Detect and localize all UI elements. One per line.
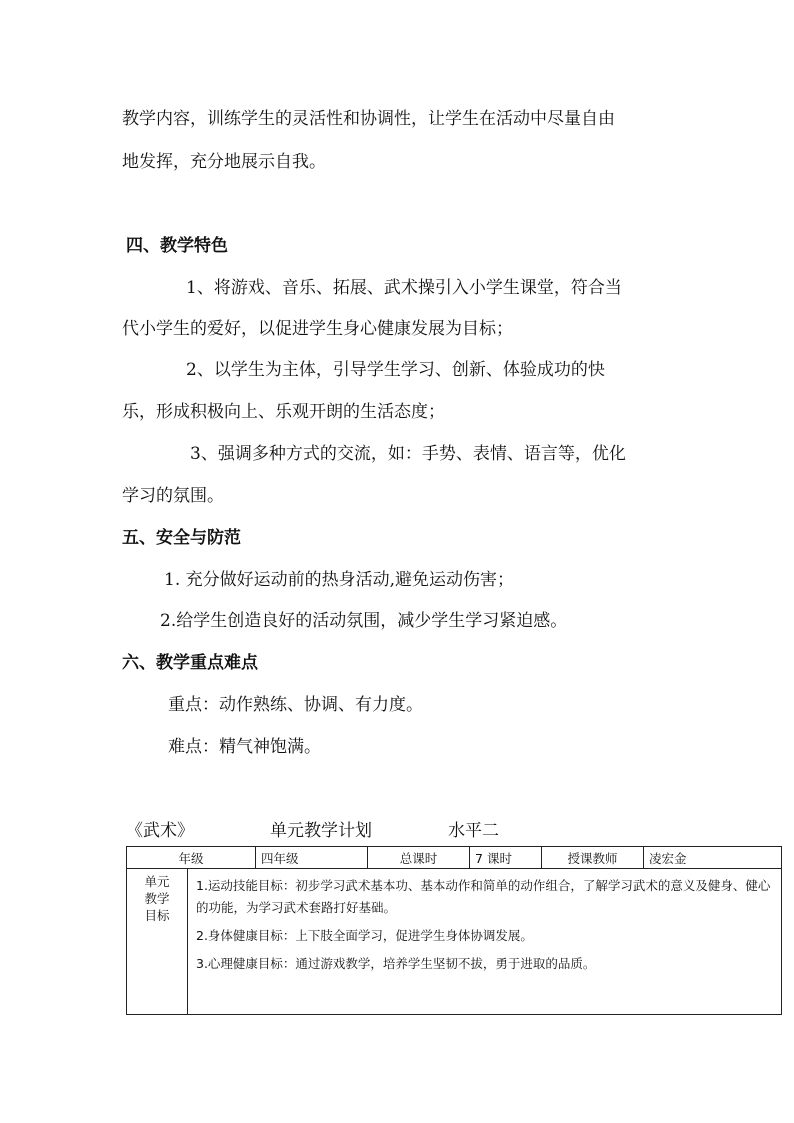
- section4-item1-line1: 1、将游戏、音乐、拓展、武术操引入小学生课堂，符合当: [186, 278, 622, 298]
- grade-value: 四年级: [256, 847, 368, 869]
- table-goals-row: [127, 869, 782, 1015]
- section4-heading: 四、教学特色: [126, 236, 228, 256]
- plan-subject: 《武术》: [126, 821, 194, 841]
- key-point: 重点：动作熟练、协调、有力度。: [168, 695, 423, 715]
- grade-label: 年级: [127, 847, 256, 869]
- teacher-value: 凌宏金: [644, 847, 782, 869]
- table-header-row: [127, 847, 782, 869]
- section4-item2-line1: 2、以学生为主体，引导学生学习、创新、体验成功的快: [186, 360, 605, 380]
- section5-item2: 2.给学生创造良好的活动氛围，减少学生学习紧迫感。: [160, 611, 568, 631]
- intro-text-line2: 地发挥，充分地展示自我。: [122, 152, 326, 172]
- difficulty-point: 难点：精气神饱满。: [168, 737, 321, 757]
- hours-value: 7 课时: [470, 847, 542, 869]
- section4-item3-line1: 3、强调多种方式的交流，如：手势、表情、语言等，优化: [190, 444, 626, 464]
- section6-heading: 六、教学重点难点: [122, 653, 258, 673]
- goals-label-2: 教学: [144, 891, 170, 906]
- unit-plan-table: [126, 846, 782, 1015]
- section5-item1: 1. 充分做好运动前的热身活动,避免运动伤害；: [164, 570, 515, 590]
- section5-heading: 五、安全与防范: [122, 528, 241, 548]
- intro-text-line1: 教学内容，训练学生的灵活性和协调性，让学生在活动中尽量自由: [122, 109, 615, 129]
- section4-item2-line2: 乐，形成积极向上、乐观开朗的生活态度；: [122, 402, 445, 422]
- goals-label-3: 目标: [144, 908, 170, 923]
- section4-item1-line2: 代小学生的爱好，以促进学生身心健康发展为目标；: [122, 319, 513, 339]
- hours-label: 总课时: [368, 847, 470, 869]
- goals-label-1: 单元: [144, 874, 170, 889]
- goals-label-cell: [127, 869, 188, 1015]
- plan-title: 单元教学计划: [270, 821, 372, 841]
- goal-motor-skill: 1.运动技能目标：初步学习武术基本功、基本动作和简单的动作组合，了解学习武术的意义及健身、健心的功能，为学习武术套路打好基础。: [196, 878, 771, 915]
- goals-content-cell: [188, 869, 782, 1015]
- goal-mental-health: 3.心理健康目标：通过游戏教学，培养学生坚韧不拔，勇于进取的品质。: [196, 956, 596, 971]
- teacher-label: 授课教师: [542, 847, 644, 869]
- plan-level: 水平二: [448, 821, 499, 841]
- section4-item3-line2: 学习的氛围。: [122, 486, 224, 506]
- goal-physical-health: 2.身体健康目标：上下肢全面学习，促进学生身体协调发展。: [196, 928, 533, 943]
